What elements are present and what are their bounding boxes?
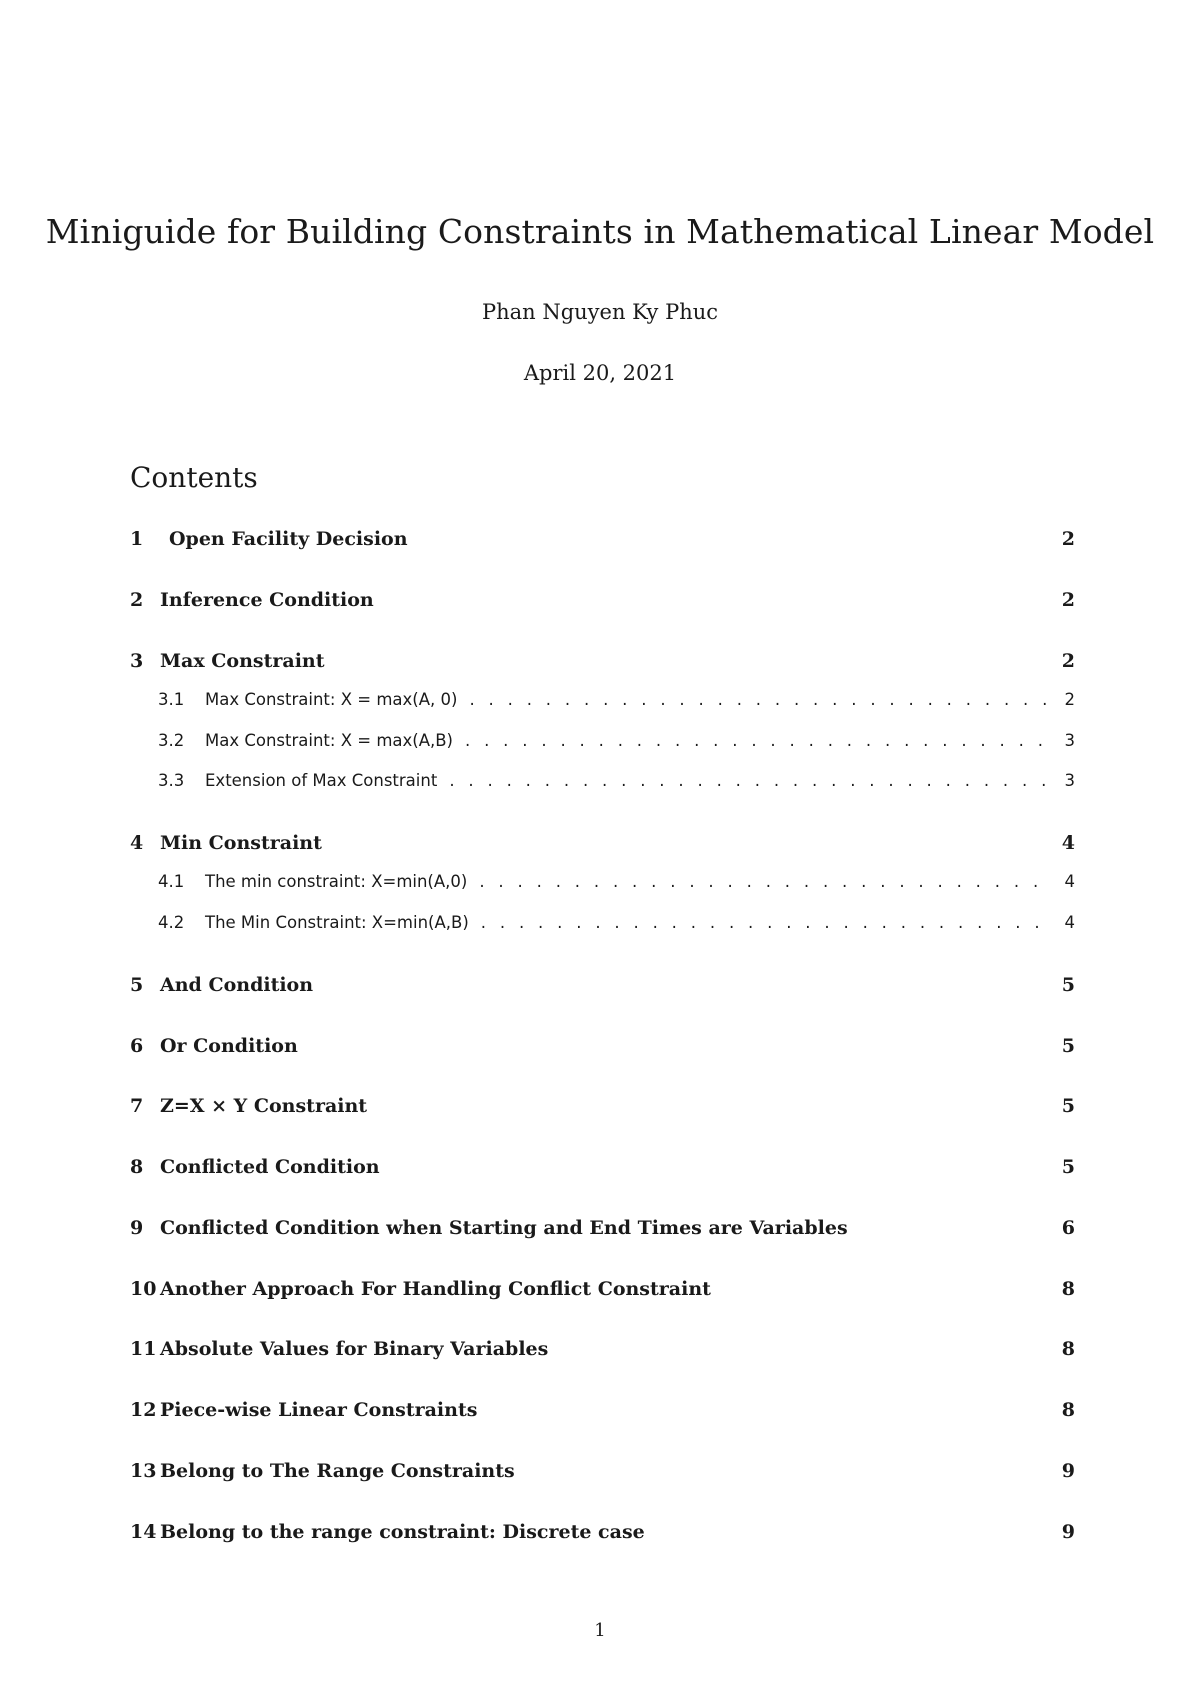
toc-entry-number: 9 (130, 1217, 144, 1239)
toc-section-entry (130, 832, 1075, 854)
toc-entry-title: Absolute Values for Binary Variables (160, 1338, 549, 1360)
toc-entry-title: Conflicted Condition (160, 1156, 380, 1178)
toc-entry-page: 4 (1061, 832, 1075, 854)
toc-entry-page: 8 (1061, 1278, 1075, 1300)
toc-entry-title: Inference Condition (160, 589, 374, 611)
toc-entry-title: The Min Constraint: X=min(A,B) (205, 913, 469, 932)
toc-entry-number: 10 (130, 1278, 157, 1300)
toc-entry-page: 2 (1064, 690, 1075, 709)
toc-entry-title: Open Facility Decision (169, 528, 408, 550)
toc-entry-title: Extension of Max Constraint (205, 771, 438, 790)
toc-section-entry (130, 1217, 1075, 1239)
toc-section-entry (130, 1035, 1075, 1057)
toc-entry-page: 6 (1061, 1217, 1075, 1239)
toc-entry-title: Max Constraint: X = max(A,B) (205, 731, 453, 750)
toc-entry-title: Belong to the range constraint: Discrete case (160, 1521, 645, 1543)
toc-entry-number: 4.1 (158, 872, 185, 891)
toc-entry-page: 2 (1061, 528, 1075, 550)
toc-entry-number: 14 (130, 1521, 157, 1543)
toc-entry-page: 4 (1064, 872, 1075, 891)
toc-entry-number: 3.1 (158, 690, 185, 709)
toc-entry-page: 2 (1061, 650, 1075, 672)
toc-section-entry (130, 974, 1075, 996)
toc-section-entry (130, 528, 1075, 550)
toc-entry-number: 3.2 (158, 731, 185, 750)
toc-entry-number: 2 (130, 589, 144, 611)
toc-section-entry (130, 1460, 1075, 1482)
toc-dot-leader (479, 872, 1047, 891)
toc-entry-number: 3 (130, 650, 144, 672)
toc-entry-title: Another Approach For Handling Conflict Constraint (160, 1278, 711, 1300)
toc-entry-title: Conflicted Condition when Starting and End Times are Variables (160, 1217, 848, 1239)
document-date: April 20, 2021 (523, 361, 677, 385)
toc-entry-title: Min Constraint (160, 832, 322, 854)
toc-entry-page: 5 (1061, 974, 1075, 996)
toc-dot-leader (465, 731, 1047, 750)
contents-heading: Contents (130, 461, 258, 494)
toc-dot-leader (469, 690, 1047, 709)
toc-entry-title: Max Constraint: X = max(A, 0) (205, 690, 458, 709)
toc-entry-number: 1 (130, 528, 144, 550)
toc-subsection-entry (130, 913, 1075, 932)
toc-entry-page: 9 (1061, 1460, 1075, 1482)
toc-subsection-entry (130, 690, 1075, 709)
toc-entry-page: 8 (1061, 1399, 1075, 1421)
toc-entry-page: 3 (1064, 731, 1075, 750)
toc-entry-title: Piece-wise Linear Constraints (160, 1399, 478, 1421)
page-number: 1 (594, 1620, 606, 1641)
toc-entry-number: 8 (130, 1156, 144, 1178)
toc-section-entry (130, 1521, 1075, 1543)
toc-entry-number: 13 (130, 1460, 157, 1482)
toc-section-entry (130, 650, 1075, 672)
toc-entry-page: 3 (1064, 771, 1075, 790)
toc-section-entry (130, 1278, 1075, 1300)
toc-entry-title: And Condition (160, 974, 314, 996)
toc-entry-number: 7 (130, 1095, 144, 1117)
toc-entry-number: 12 (130, 1399, 157, 1421)
toc-entry-number: 5 (130, 974, 144, 996)
toc-subsection-entry (130, 771, 1075, 790)
toc-entry-number: 11 (130, 1338, 157, 1360)
toc-section-entry (130, 589, 1075, 611)
toc-dot-leader (449, 771, 1047, 790)
toc-dot-leader (481, 913, 1047, 932)
toc-entry-page: 9 (1061, 1521, 1075, 1543)
toc-section-entry (130, 1156, 1075, 1178)
toc-entry-title: The min constraint: X=min(A,0) (205, 872, 468, 891)
toc-entry-page: 4 (1064, 913, 1075, 932)
toc-entry-page: 5 (1061, 1095, 1075, 1117)
toc-entry-page: 5 (1061, 1156, 1075, 1178)
toc-subsection-entry (130, 731, 1075, 750)
document-author: Phan Nguyen Ky Phuc (481, 300, 719, 324)
toc-entry-title: Or Condition (160, 1035, 298, 1057)
toc-entry-page: 5 (1061, 1035, 1075, 1057)
toc-entry-title: Z=X × Y Constraint (160, 1095, 368, 1117)
toc-entry-number: 6 (130, 1035, 144, 1057)
toc-subsection-entry (130, 872, 1075, 891)
toc-entry-number: 3.3 (158, 771, 185, 790)
toc-entry-number: 4 (130, 832, 144, 854)
toc-entry-number: 4.2 (158, 913, 185, 932)
toc-section-entry (130, 1338, 1075, 1360)
toc-entry-page: 8 (1061, 1338, 1075, 1360)
toc-entry-title: Max Constraint (160, 650, 325, 672)
toc-section-entry (130, 1399, 1075, 1421)
toc-section-entry (130, 1095, 1075, 1117)
toc-entry-page: 2 (1061, 589, 1075, 611)
toc-entry-title: Belong to The Range Constraints (160, 1460, 515, 1482)
document-title: Miniguide for Building Constraints in Mathematical Linear Model (45, 212, 1155, 251)
